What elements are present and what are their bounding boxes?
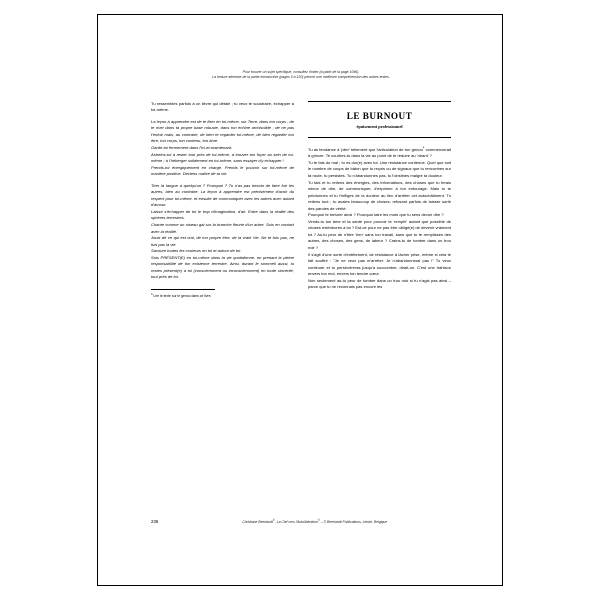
paragraph: Non seulement as-tu peur de tomber dans un trou noir si tu n'agis pas ainsi – parce que tu ne reconnais pas encore les xyxy=(308,277,451,290)
footnote-separator xyxy=(151,289,215,290)
running-head xyxy=(151,70,451,81)
page-footer xyxy=(151,519,481,524)
running-head-line-2: La lecture attentive de la partie introductive (pages 5 à 120) permet une meilleure compréhension des autres textes. xyxy=(212,75,390,80)
footnote xyxy=(151,294,294,299)
credit-title: , La Clef vers l'Autolibération xyxy=(274,520,318,524)
credit-author: Christiane Beerlandt xyxy=(242,520,273,524)
paragraph: Astreins-toi à rester tout près de toi-même, à trouver ton foyer au sein de toi-même ; à l'héberger solidement en toi-même, sans essayer d'y échapper ! xyxy=(151,151,294,164)
paragraph: Vends-tu ton âme et ta santé pour pouvoir te 'remplir' autant que possible de choses extérieures à toi ? Est-ce pour ne pas être obligé(e) de devenir vraiment toi ? As-tu peur de n'être 'rien' sans ton travail, sans que tu te remplisses des autres, des choses, des gens, de labeur ? Crains-tu de tomber dans un trou noir ? xyxy=(308,218,451,250)
paragraph: Il s'agit d'une sorte d'entêtement, de résistance à lâcher prise, même si cela te fait souffrir : "Je ne veux pas m'arrêter. Je n'abandonnerai pas !" Tu veux continuer et tu persévéreras jusqu'à succomber, dirait-on. C'est une trahison envers ton moi, envers ton tendre cœur. xyxy=(308,251,451,277)
footnote-marker: 4 xyxy=(151,292,153,296)
paragraph: Tu te fais du mal ; tu es dur(e) avec toi. Une résistance contenue. Quel que soit le nombre de coups de bâton que tu reçois ou de signaux que tu rencontres sur ta route, tu persistes. Tu n'abandonnes pas, tu t'obstines malgré ta douleur. xyxy=(308,159,451,178)
paragraph: Jouis de ce qui est vrai, de ton propre être, de la vraie Vie. Ne te fuis pas, ne fuis pas la vie. xyxy=(151,235,294,247)
footnote-text: Lire le texte sur le genou dans ce livre. xyxy=(153,293,212,298)
credit-publisher: – © Beerlandt Publications, Lierde, Belgique xyxy=(319,520,388,524)
registered-mark-icon: ® xyxy=(317,518,320,522)
paragraph: Garde-toi fermement dans l'ici-et-maintenant. xyxy=(151,144,233,150)
paragraph: Laisse s'échapper de toi le trop d'imagination, d'air. Entre dans la réalité des sphères terrestres. xyxy=(151,208,294,221)
paragraph-text-continued: commencerait à grincer. Te courbes-tu dans la vie au point de te réduire au 'néant' ? xyxy=(308,146,452,159)
two-column-body xyxy=(151,101,451,299)
running-head-line-1: Pour trouver un sujet spécifique, consultez l'index (à partir de la page 1096). xyxy=(242,70,360,74)
paragraph-text: Tu as tendance à 'plier' tellement que l'articulation de ton genou xyxy=(308,146,423,152)
page-content-area xyxy=(151,70,451,535)
paragraph xyxy=(308,147,451,160)
paragraph: Tirer la langue à quelqu'un ? Pourquoi ? Tu n'as pas besoin de faire fuir les autres, bien au contraire. La leçon à apprendre est précisément d'avoir du respect pour toi-même, et ensuite de communiquer avec les autres avec autant d'amour. xyxy=(151,182,294,208)
paragraph: Tu ressembles parfois à un lièvre qui détale ; tu veux te soustraire, échapper à toi-même. xyxy=(151,100,294,113)
publisher-credit xyxy=(158,520,481,524)
paragraph: Tu tais et tu retiens des énergies, des informations, des choses que tu ferais mieux de dire, de communiquer, d'exprimer à ton entourage. Mais tu te pelotonnes et tu t'infliges de la douleur au lieu d'arrêter cet autochâtiment. Tu retiens tout ; tu avales beaucoup de choses, refusant parfois de laisser sortir des paroles de vérité. xyxy=(308,179,451,211)
page-number: 236 xyxy=(151,519,159,524)
page-title: LE BURNOUT xyxy=(346,110,413,121)
article-title-block xyxy=(308,101,451,138)
right-column xyxy=(308,101,451,291)
paragraph: La leçon à apprendre est de te fixer en toi-même, sur Terre, dans ton corps ; de te river dans ta propre base robuste, dans ton échine archisolide ; de ne pas t'enfuir mais, au contraire, de bien te regarder toi-même, de bien regarder ton être, ton corps, ton contenu, ton âme. xyxy=(151,118,294,144)
footnote-reference: 4 xyxy=(422,146,425,150)
left-column xyxy=(151,101,294,299)
paragraph: Savoure toutes les couleurs en toi et autour de toi. xyxy=(151,248,242,254)
paragraph: Prends-toi énergiquement en charge. Prends le pouvoir sur toi-même de manière positive. Deviens maître de ta vie. xyxy=(151,164,294,177)
page-subtitle: épuisement professionnel xyxy=(356,124,403,130)
paragraph: Chante comme un oiseau gai sur la branche fleurie d'un arbre. Sois en contact avec la réalité. xyxy=(151,221,294,234)
registered-mark-icon: ® xyxy=(272,518,275,522)
paragraph: Sois PRÉSENT(E) en toi-même dans la vie quotidienne, en prenant la pleine responsabilité de ton existence terrestre. Ainsi, durant le sommeil aussi, tu restes présent(e) à toi (consciemment ou inconsciemment) en toute sincérité, tout près de toi. xyxy=(151,254,294,280)
paragraph: Pourquoi te torturer ainsi ? Pourquoi taire les mots que tu sens devoir dire ? xyxy=(308,212,444,218)
document-page xyxy=(97,14,503,586)
